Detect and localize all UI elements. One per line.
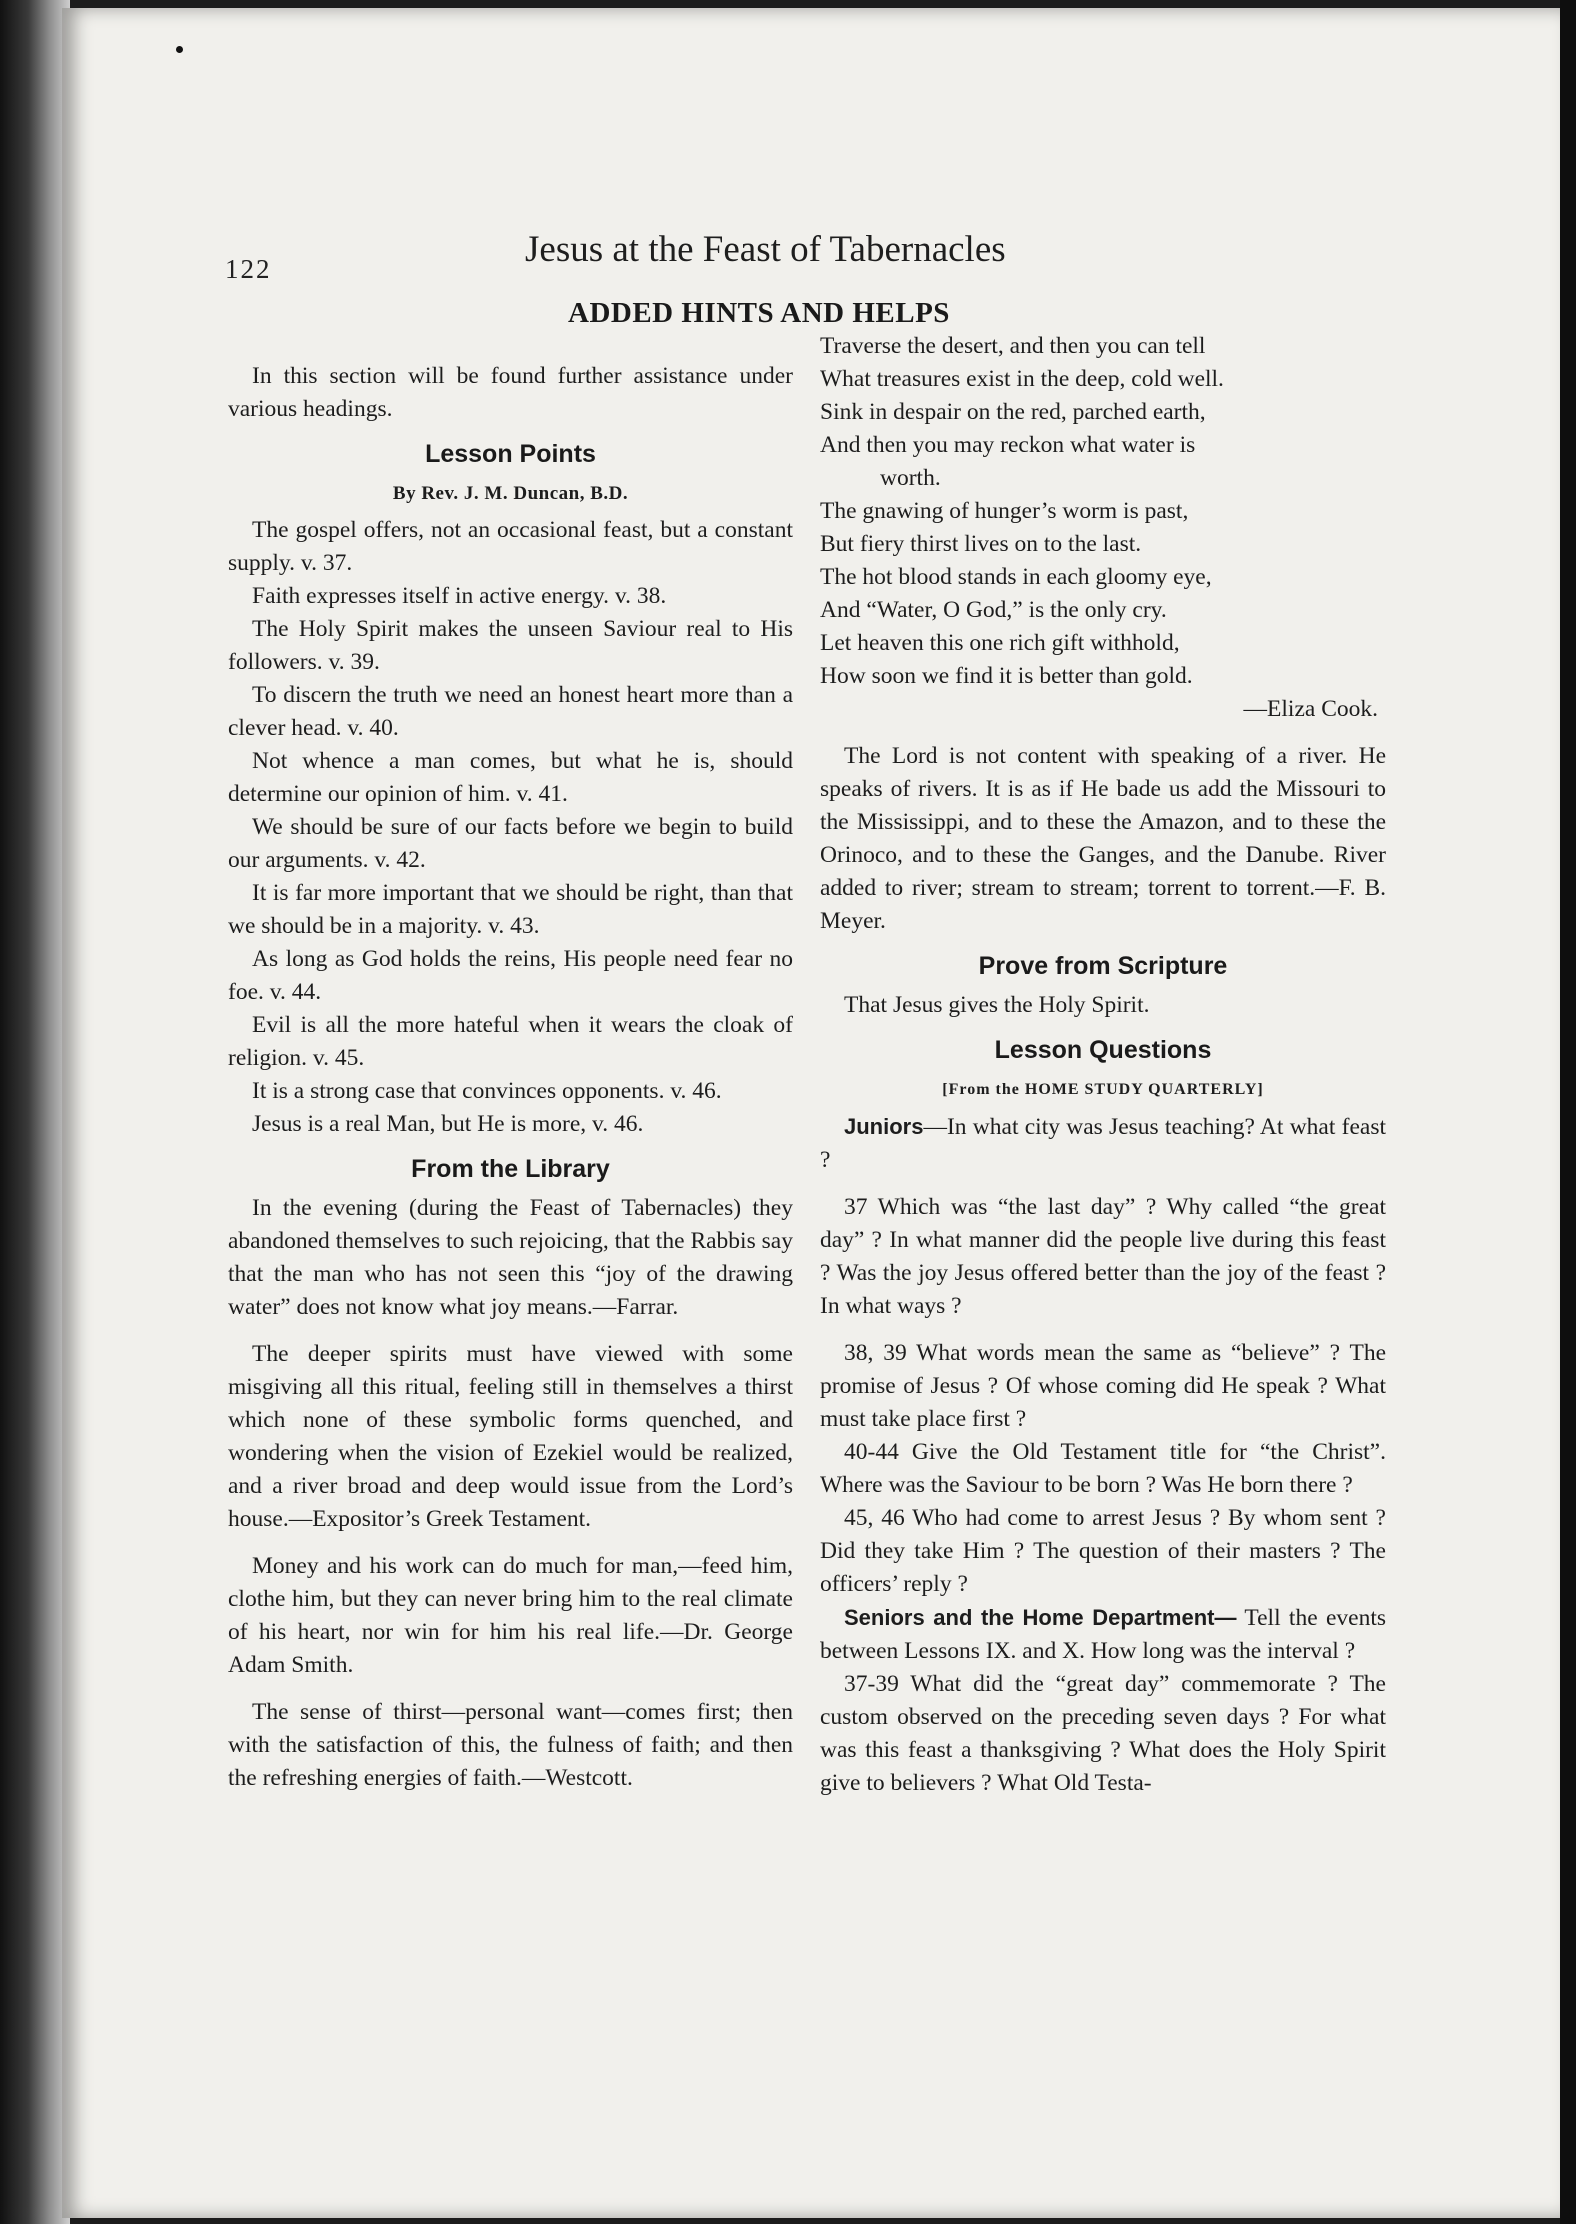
juniors-text: —In what city was Jesus teaching? At what feast ?	[820, 1114, 1386, 1173]
poem-line: The gnawing of hunger’s worm is past,	[820, 498, 1189, 524]
lesson-point: It is far more important that we should be right, than that we should be in a majority. v. 43.	[228, 880, 793, 939]
library-heading: From the Library	[411, 1155, 610, 1183]
poem-line: And “Water, O God,” is the only cry.	[820, 597, 1167, 623]
scan-right-edge	[1560, 0, 1576, 2224]
lesson-point: The Holy Spirit makes the unseen Saviour real to His followers. v. 39.	[228, 616, 793, 675]
lesson-point: To discern the truth we need an honest heart more than a clever head. v. 40.	[228, 682, 793, 741]
lesson-point: The gospel offers, not an occasional feast, but a constant supply. v. 37.	[228, 517, 793, 576]
byline: By Rev. J. M. Duncan, B.D.	[392, 483, 629, 504]
lesson-points-heading: Lesson Points	[425, 440, 596, 468]
ink-speck	[176, 46, 183, 53]
poem-line: How soon we find it is better than gold.	[820, 663, 1193, 689]
section-heading: ADDED HINTS AND HELPS	[568, 297, 950, 329]
questions-source: [From the HOME STUDY QUARTERLY]	[942, 1081, 1264, 1098]
intro-paragraph: In this section will be found further assistance under various headings.	[228, 363, 793, 422]
question-group: 40-44 Give the Old Testament title for “the Christ”. Where was the Saviour to be born ? Was He born there ?	[820, 1439, 1386, 1498]
lesson-point: Not whence a man comes, but what he is, should determine our opinion of him. v. 41.	[228, 748, 793, 807]
poem-line: Traverse the desert, and then you can tell	[820, 333, 1206, 359]
page-number: 122	[225, 254, 272, 284]
lesson-point: Jesus is a real Man, but He is more, v. 46.	[252, 1111, 644, 1137]
meyer-quote: The Lord is not content with speaking of a river. He speaks of rivers. It is as if He bade us add the Missouri to the Mississippi, and to these the Amazon, and to these the Orinoco, and to these the Ganges, and the Danube. River added to river; stream to stream; torrent to torrent.—F. B. Meyer.	[820, 743, 1386, 934]
juniors-paragraph	[820, 1110, 1386, 1177]
poem-line: Sink in despair on the red, parched earth,	[820, 399, 1206, 425]
library-quote: The deeper spirits must have viewed with some misgiving all this ritual, feeling still in themselves a thirst which none of these symbolic forms quenched, and wondering when the vision of Ezekiel would be realized, and a river broad and deep would issue from the Lord’s house.—Expositor’s Greek Testament.	[228, 1341, 793, 1532]
lesson-point: Evil is all the more hateful when it wears the cloak of religion. v. 45.	[228, 1012, 793, 1071]
seniors-paragraph	[820, 1601, 1386, 1668]
scan-binding-edge	[0, 0, 70, 2224]
lesson-point: As long as God holds the reins, His people need fear no foe. v. 44.	[228, 946, 793, 1005]
poem-line: worth.	[880, 465, 941, 491]
poem-line: And then you may reckon what water is	[820, 432, 1196, 458]
poem-line: The hot blood stands in each gloomy eye,	[820, 564, 1212, 590]
right-column	[820, 330, 1386, 1800]
running-title: Jesus at the Feast of Tabernacles	[525, 229, 1006, 270]
lesson-point: Faith expresses itself in active energy. v. 38.	[252, 583, 667, 609]
questions-heading: Lesson Questions	[994, 1036, 1212, 1064]
prove-text: That Jesus gives the Holy Spirit.	[844, 992, 1150, 1018]
juniors-label: Juniors	[844, 1114, 924, 1139]
poem	[820, 330, 1386, 726]
poem-line: Let heaven this one rich gift withhold,	[820, 630, 1180, 656]
poem-attribution: —Eliza Cook.	[1243, 696, 1378, 722]
lesson-point: It is a strong case that convinces opponents. v. 46.	[252, 1078, 722, 1104]
poem-line: What treasures exist in the deep, cold well.	[820, 366, 1224, 392]
prove-heading: Prove from Scripture	[978, 952, 1228, 980]
lesson-point: We should be sure of our facts before we begin to build our arguments. v. 42.	[228, 814, 793, 873]
question-group: 37-39 What did the “great day” commemorate ? The custom observed on the preceding seven days ? For what was this feast a thanksgiving ? What does the Holy Spirit give to believers ? What Old Testa-	[820, 1671, 1386, 1796]
library-quote: The sense of thirst—personal want—comes first; then with the satisfaction of this, the fulness of faith; and then the refreshing energies of faith.—Westcott.	[228, 1699, 793, 1791]
seniors-label: Seniors and the Home Department—	[844, 1605, 1237, 1630]
question-group: 45, 46 Who had come to arrest Jesus ? By whom sent ? Did they take Him ? The question of their masters ? The officers’ reply ?	[820, 1505, 1386, 1597]
question-group: 37 Which was “the last day” ? Why called “the great day” ? In what manner did the people live during this feast ? Was the joy Jesus offered better than the joy of the feast ? In what ways ?	[820, 1194, 1386, 1319]
seniors-text: Tell the events between Lessons IX. and X. How long was the interval ?	[820, 1605, 1387, 1664]
library-quote: Money and his work can do much for man,—feed him, clothe him, but they can never bring him to the real climate of his heart, nor win for him his real life.—Dr. George Adam Smith.	[228, 1553, 793, 1678]
poem-line: But fiery thirst lives on to the last.	[820, 531, 1142, 557]
library-quote: In the evening (during the Feast of Tabernacles) they abandoned themselves to such rejoicing, that the Rabbis say that the man who has not seen this “joy of the drawing water” does not know what joy means.—Farrar.	[228, 1195, 793, 1320]
question-group: 38, 39 What words mean the same as “believe” ? The promise of Jesus ? Of whose coming did He speak ? What must take place first ?	[820, 1340, 1386, 1432]
page-header	[225, 218, 1125, 284]
left-column	[228, 360, 793, 1795]
